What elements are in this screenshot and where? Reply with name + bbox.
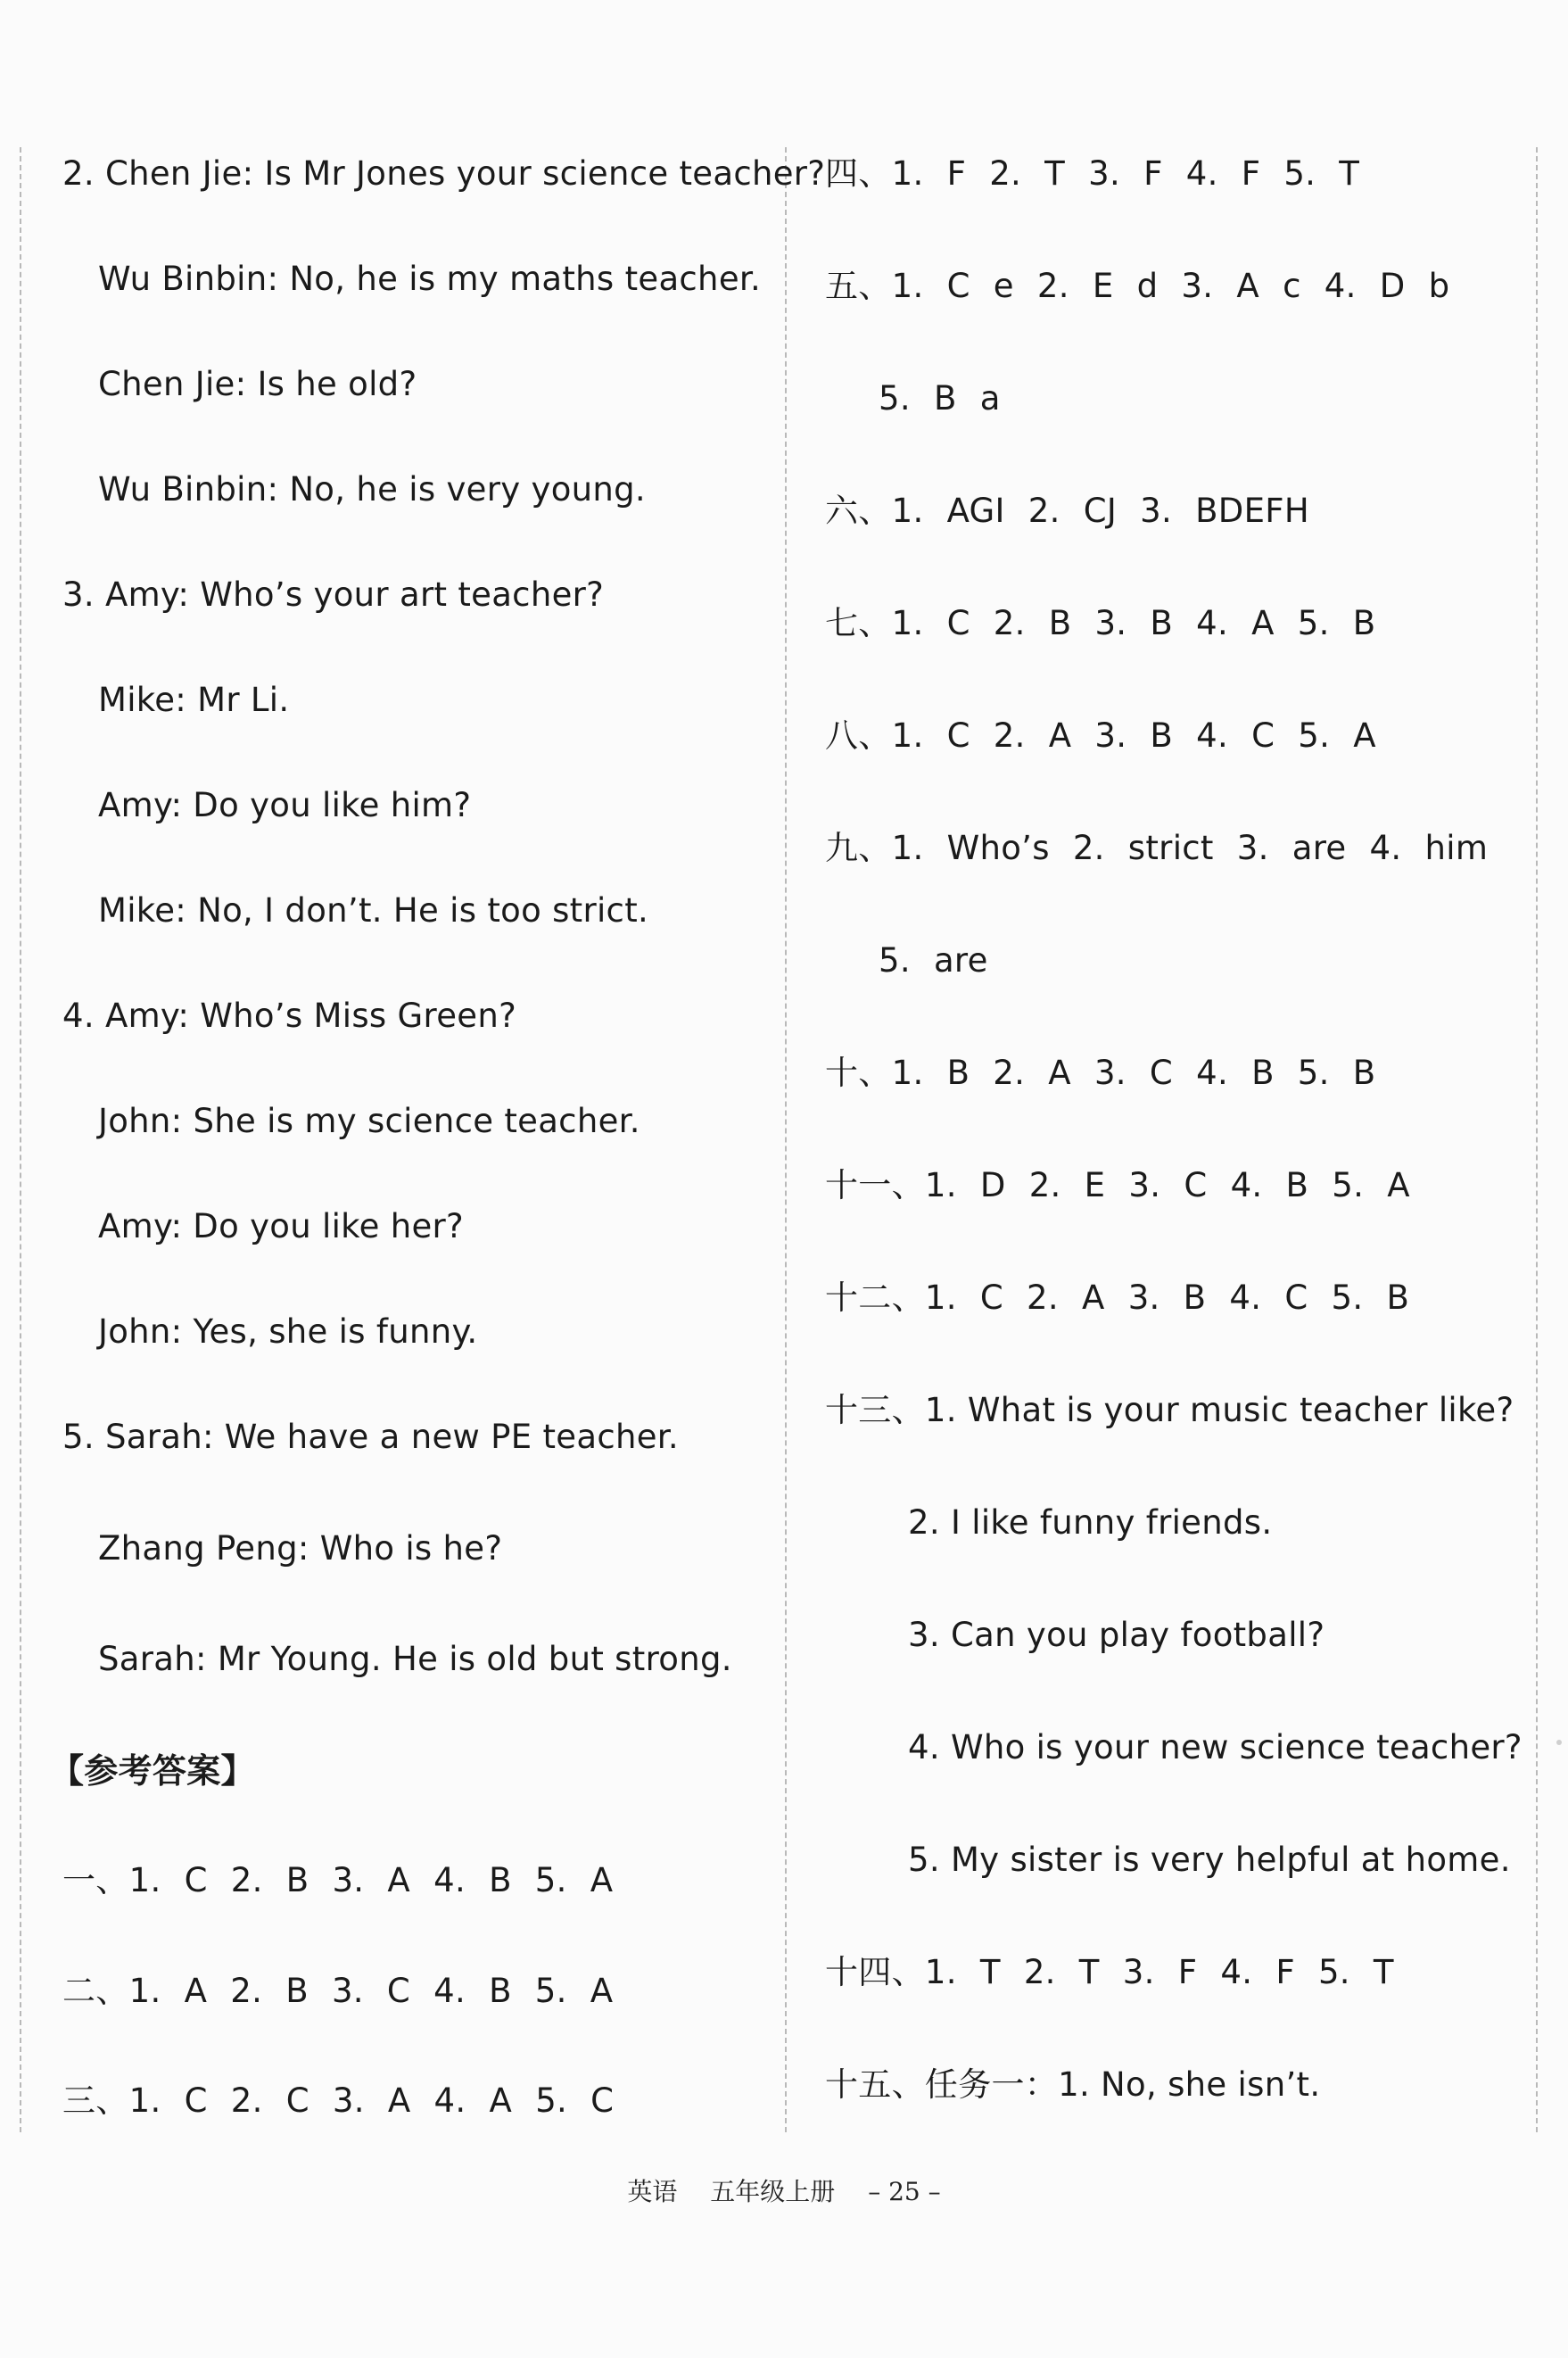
answer-row: 一、1. C 2. B 3. A 4. B 5. A	[62, 1861, 614, 1899]
answer-row: 3. Can you play football?	[908, 1616, 1325, 1654]
dialogue-line: John: Yes, she is funny.	[98, 1312, 478, 1351]
answer-row: 六、1. AGI 2. CJ 3. BDEFH	[825, 492, 1309, 530]
answer-row: 七、1. C 2. B 3. B 4. A 5. B	[825, 604, 1376, 642]
dialogue-line: 4. Amy: Who’s Miss Green?	[62, 997, 517, 1035]
center-column-divider	[785, 147, 787, 2132]
page-number: – 25 –	[868, 2177, 941, 2206]
dialogue-line: Sarah: Mr Young. He is old but strong.	[98, 1640, 732, 1678]
left-margin-divider	[20, 147, 21, 2132]
dialogue-line: 2. Chen Jie: Is Mr Jones your science teacher?	[62, 154, 826, 193]
answer-row: 十四、1. T 2. T 3. F 4. F 5. T	[825, 1953, 1394, 1991]
answer-row: 十五、任务一：1. No, she isn’t.	[825, 2065, 1321, 2104]
dialogue-line: 3. Amy: Who’s your art teacher?	[62, 575, 605, 614]
footer-grade: 五年级上册	[710, 2177, 836, 2206]
dialogue-line: John: She is my science teacher.	[98, 1102, 640, 1140]
page-footer	[0, 2172, 1568, 2208]
answer-row: 十三、1. What is your music teacher like?	[825, 1391, 1514, 1429]
answer-row: 九、1. Who’s 2. strict 3. are 4. him	[825, 829, 1489, 867]
answer-row: 二、1. A 2. B 3. C 4. B 5. A	[62, 1972, 614, 2010]
dialogue-line: Wu Binbin: No, he is very young.	[98, 470, 646, 509]
answer-row: 2. I like funny friends.	[908, 1503, 1273, 1542]
scan-dot	[1556, 1740, 1562, 1745]
answer-row: 十、1. B 2. A 3. C 4. B 5. B	[825, 1054, 1376, 1092]
answer-row: 4. Who is your new science teacher?	[908, 1728, 1523, 1766]
dialogue-line: Amy: Do you like him?	[98, 786, 472, 824]
answer-row: 5. My sister is very helpful at home.	[908, 1841, 1511, 1879]
answer-row: 八、1. C 2. A 3. B 4. C 5. A	[825, 716, 1376, 755]
answer-row: 十一、1. D 2. E 3. C 4. B 5. A	[825, 1166, 1410, 1204]
dialogue-line: 5. Sarah: We have a new PE teacher.	[62, 1418, 679, 1456]
answer-row: 5. B a	[879, 379, 1001, 418]
footer-subject: 英语	[627, 2177, 678, 2206]
dialogue-line: Mike: No, I don’t. He is too strict.	[98, 891, 649, 930]
dialogue-line: Amy: Do you like her?	[98, 1207, 464, 1245]
answer-key-heading: 【参考答案】	[50, 1751, 255, 1791]
dialogue-line: Wu Binbin: No, he is my maths teacher.	[98, 260, 762, 298]
dialogue-line: Mike: Mr Li.	[98, 681, 290, 719]
answer-row: 四、1. F 2. T 3. F 4. F 5. T	[825, 154, 1360, 193]
answer-row: 三、1. C 2. C 3. A 4. A 5. C	[62, 2081, 615, 2120]
answer-row: 5. are	[879, 941, 988, 980]
dialogue-line: Zhang Peng: Who is he?	[98, 1529, 503, 1568]
answer-row: 五、1. C e 2. E d 3. A c 4. D b	[825, 267, 1450, 305]
dialogue-line: Chen Jie: Is he old?	[98, 365, 417, 403]
right-margin-divider	[1536, 147, 1538, 2132]
answer-row: 十二、1. C 2. A 3. B 4. C 5. B	[825, 1278, 1410, 1317]
